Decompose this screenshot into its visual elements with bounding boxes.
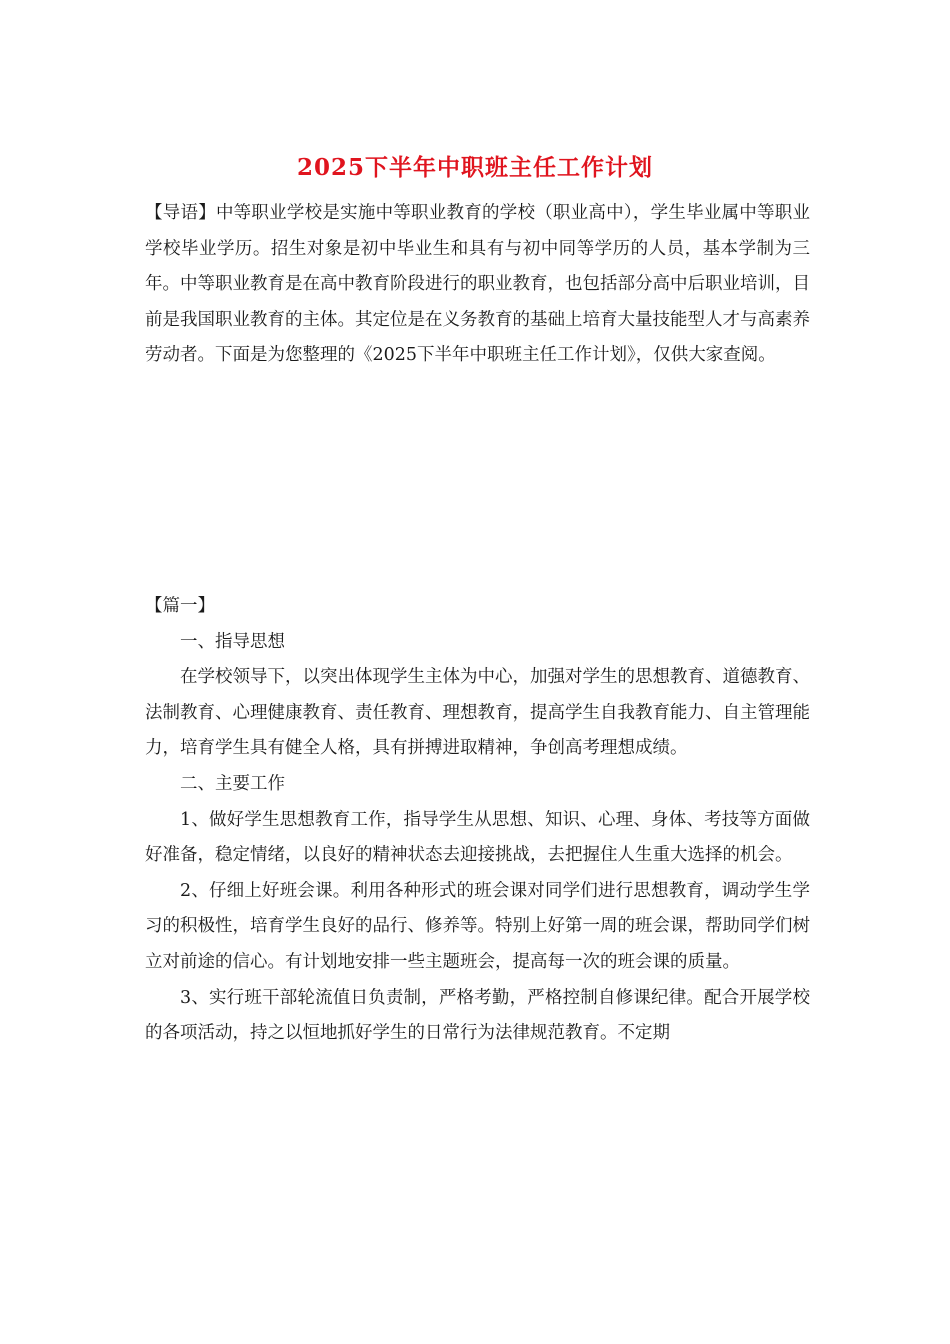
document-body [145,589,810,1052]
intro-paragraph: 【导语】中等职业学校是实施中等职业教育的学校（职业高中），学生毕业属中等职业学校毕业学历。招生对象是初中毕业生和具有与初中同等学历的人员，基本学制为三年。中等职业教育是在高中教育阶段进行的职业教育，也包括部分高中后职业培训，目前是我国职业教育的主体。其定位是在义务教育的基础上培育大量技能型人才与高素养劳动者。下面是为您整理的《2025下半年中职班主任工作计划》，仅供大家查阅。 [145,203,810,366]
section-heading-main-work: 二、主要工作 [180,773,285,794]
document-title: 2025下半年中职班主任工作计划 [296,154,653,181]
section-tag: 【篇一】 [145,596,215,616]
list-item-2: 2、仔细上好班会课。利用各种形式的班会课对同学们进行思想教育，调动学生学习的积极性，培育学生良好的品行、修养等。特别上好第一周的班会课，帮助同学们树立对前途的信心。有计划地安排一些主题班会，提高每一次的班会课的质量。 [145,880,810,972]
list-item-3: 3、实行班干部轮流值日负责制，严格考勤，严格控制自修课纪律。配合开展学校的各项活动，持之以恒地抓好学生的日常行为法律规范教育。不定期 [145,987,810,1044]
section-heading-guiding-ideology: 一、指导思想 [180,631,285,652]
paragraph-guiding-ideology: 在学校领导下，以突出体现学生主体为中心，加强对学生的思想教育、道德教育、法制教育、心理健康教育、责任教育、理想教育，提高学生自我教育能力、自主管理能力，培育学生具有健全人格，具有拼搏进取精神，争创高考理想成绩。 [145,667,810,759]
list-item-1: 1、做好学生思想教育工作，指导学生从思想、知识、心理、身体、考技等方面做好准备，稳定情绪，以良好的精神状态去迎接挑战，去把握住人生重大选择的机会。 [145,809,810,866]
